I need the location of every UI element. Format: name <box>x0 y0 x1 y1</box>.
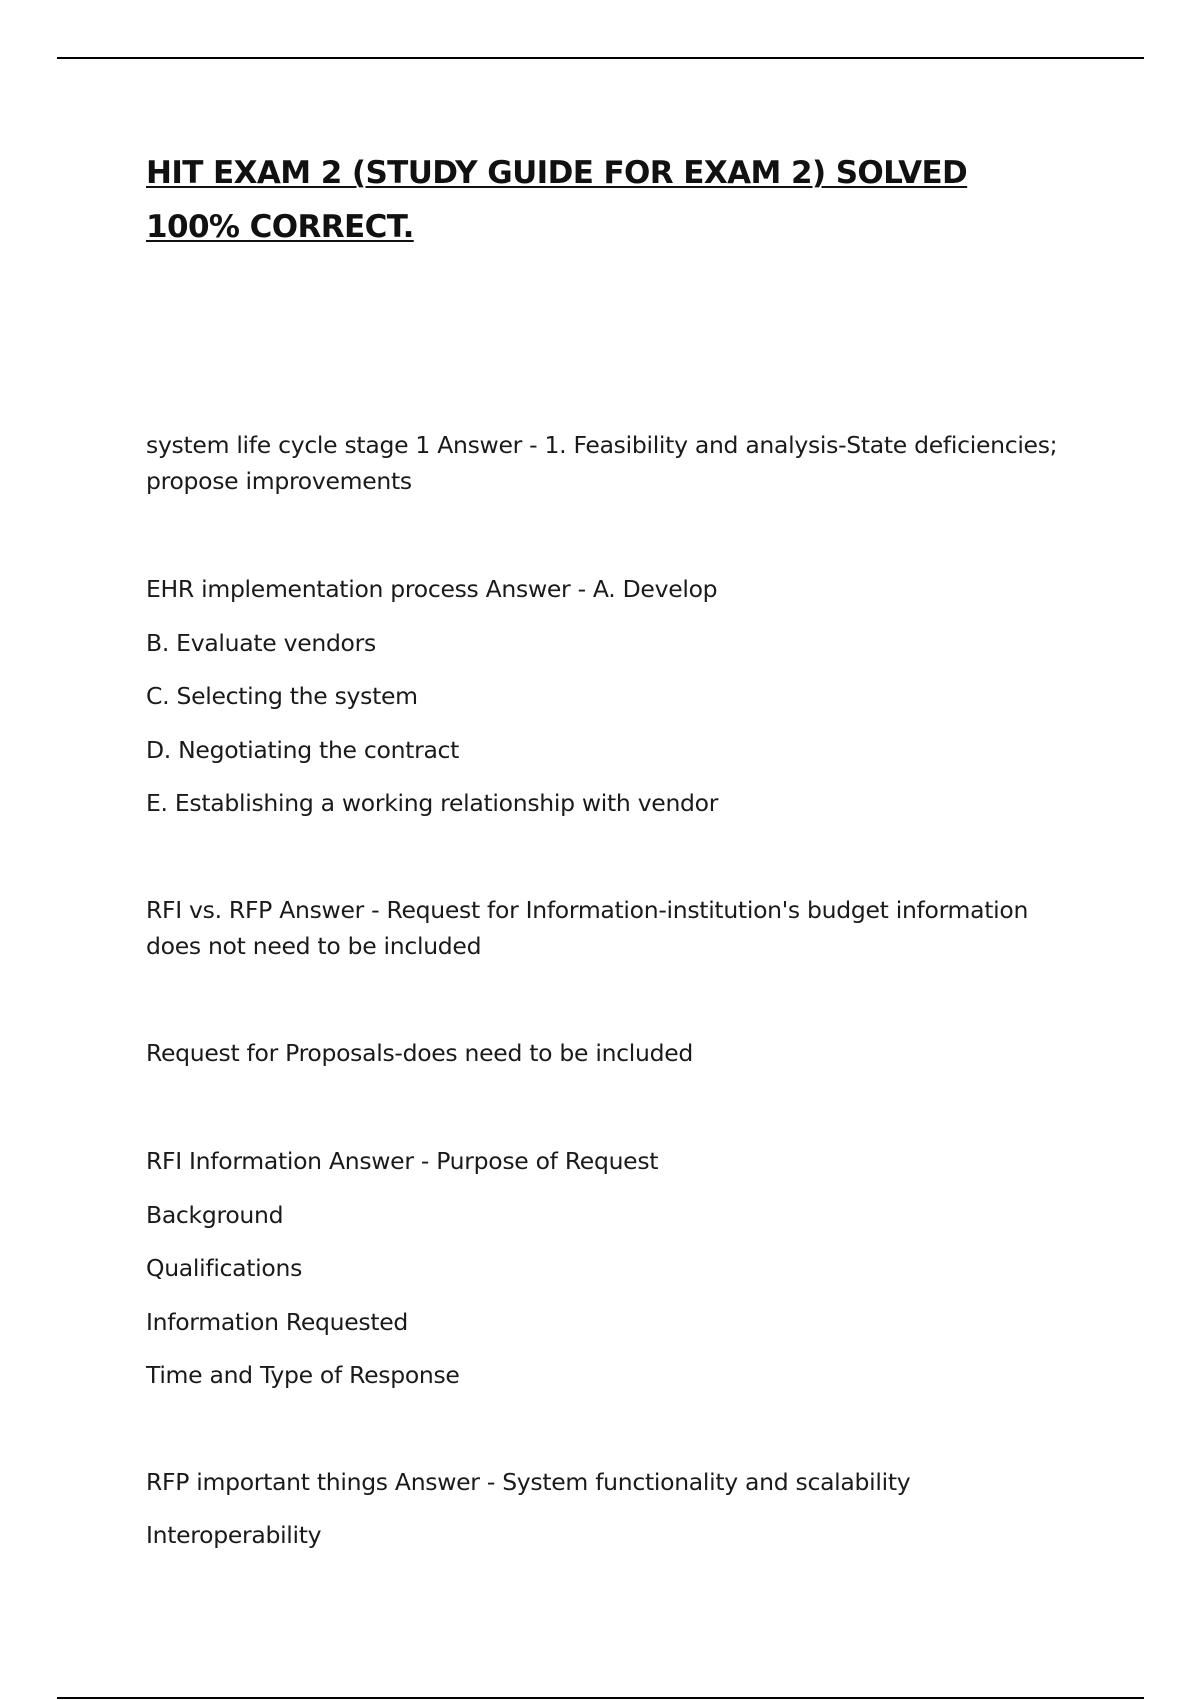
qa-rfp-important-line-2: Interoperability <box>146 1521 322 1549</box>
header-rule <box>57 57 1144 59</box>
qa-rfi-information-line-1: RFI Information Answer - Purpose of Request <box>146 1147 659 1175</box>
qa-ehr-implementation-line-1: EHR implementation process Answer - A. Develop <box>146 575 718 603</box>
qa-rfi-information-line-3: Qualifications <box>146 1254 303 1282</box>
title-line-1: HIT EXAM 2 (STUDY GUIDE FOR EXAM 2) SOLVED <box>146 155 968 191</box>
qa-ehr-implementation-line-4: D. Negotiating the contract <box>146 736 460 764</box>
qa-system-life-cycle-line-2: propose improvements <box>146 467 412 495</box>
qa-ehr-implementation-line-2: B. Evaluate vendors <box>146 629 376 657</box>
qa-rfi-vs-rfp-line-1: RFI vs. RFP Answer - Request for Information-institution's budget information <box>146 896 1029 924</box>
footer-rule <box>57 1697 1144 1699</box>
qa-rfi-vs-rfp-line-3: Request for Proposals-does need to be included <box>146 1039 694 1067</box>
qa-ehr-implementation-line-5: E. Establishing a working relationship with vendor <box>146 789 719 817</box>
qa-rfi-vs-rfp-line-2: does not need to be included <box>146 932 482 960</box>
qa-rfi-information-line-4: Information Requested <box>146 1308 409 1336</box>
qa-rfp-important-line-1: RFP important things Answer - System functionality and scalability <box>146 1468 911 1496</box>
qa-ehr-implementation-line-3: C. Selecting the system <box>146 682 418 710</box>
qa-system-life-cycle-line-1: system life cycle stage 1 Answer - 1. Feasibility and analysis-State deficiencies; <box>146 431 1058 459</box>
title-line-2: 100% CORRECT. <box>146 209 414 245</box>
qa-rfi-information-line-5: Time and Type of Response <box>146 1361 460 1389</box>
document-title <box>146 146 1046 254</box>
qa-rfi-information-line-2: Background <box>146 1201 284 1229</box>
